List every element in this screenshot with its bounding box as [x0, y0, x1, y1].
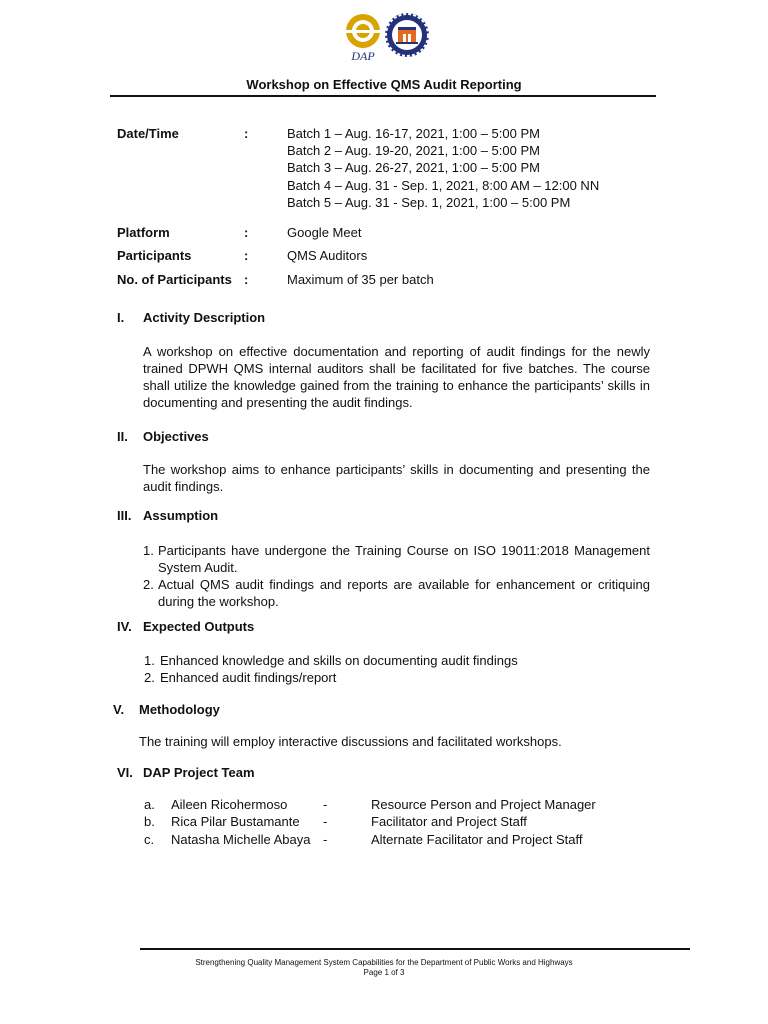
section-5-number: V.: [113, 702, 125, 717]
list-item-number: 2.: [143, 577, 154, 592]
team-item-letter: a.: [144, 797, 155, 812]
list-item: [144, 669, 652, 686]
dap-logo: [342, 11, 384, 63]
section-4-title: Expected Outputs: [143, 619, 255, 634]
section-5-title: Methodology: [139, 702, 220, 717]
section-3-title: Assumption: [143, 508, 219, 523]
datetime-colon: :: [244, 126, 249, 141]
batch-4: Batch 4 – Aug. 31 - Sep. 1, 2021, 8:00 AM – 12:00 NN: [287, 178, 600, 193]
batch-1: Batch 1 – Aug. 16-17, 2021, 1:00 – 5:00 PM: [287, 126, 540, 141]
list-item: [143, 542, 650, 576]
section-6-title: DAP Project Team: [143, 765, 255, 780]
section-2-title: Objectives: [143, 429, 209, 444]
section-1-number: I.: [117, 310, 125, 325]
platform-colon: :: [244, 225, 249, 240]
list-item: [143, 576, 650, 610]
participants-colon: :: [244, 248, 249, 263]
num-participants-value: Maximum of 35 per batch: [287, 272, 434, 287]
section-3-number: III.: [117, 508, 132, 523]
batch-2: Batch 2 – Aug. 19-20, 2021, 1:00 – 5:00 PM: [287, 143, 540, 158]
list-item-text: Enhanced audit findings/report: [160, 670, 337, 685]
assumption-list: [143, 542, 650, 610]
team-dash: -: [323, 814, 328, 829]
dpwh-seal-icon: [384, 12, 430, 58]
title-divider: [110, 95, 656, 97]
list-item-text: Actual QMS audit findings and reports are available for enhancement or critiquing during the workshop.: [158, 577, 650, 609]
list-item-number: 2.: [144, 670, 155, 685]
participants-label: Participants: [117, 248, 192, 263]
team-dash: -: [323, 832, 328, 847]
document-title: Workshop on Effective QMS Audit Reporting: [246, 77, 522, 92]
activity-description-paragraph: A workshop on effective documentation and reporting of audit findings for the newly trained DPWH QMS internal auditors shall be facilitated for five batches. The course shall utilize the knowledge gained from the training to enhance the participants’ skills in documenting and presenting the audit findings.: [143, 344, 650, 410]
team-item-letter: b.: [144, 814, 155, 829]
methodology-paragraph: The training will employ interactive discussions and facilitated workshops.: [139, 734, 562, 749]
footer-divider: [140, 948, 690, 950]
num-participants-label: No. of Participants: [117, 272, 232, 287]
participants-value: QMS Auditors: [287, 248, 368, 263]
list-item-text: Enhanced knowledge and skills on documenting audit findings: [160, 653, 518, 668]
team-member-name: Natasha Michelle Abaya: [171, 832, 311, 847]
list-item-text: Participants have undergone the Training Course on ISO 19011:2018 Management System Audit.: [158, 543, 650, 575]
team-member-name: Rica Pilar Bustamante: [171, 814, 300, 829]
team-item-letter: c.: [144, 832, 155, 847]
expected-outputs-list: [144, 652, 652, 686]
team-dash: -: [323, 797, 328, 812]
team-member-role: Facilitator and Project Staff: [371, 814, 527, 829]
page-number: Page 1 of 3: [363, 968, 405, 977]
objectives-paragraph: The workshop aims to enhance participants’ skills in documenting and presenting the audit findings.: [143, 462, 650, 494]
batch-3: Batch 3 – Aug. 26-27, 2021, 1:00 – 5:00 PM: [287, 160, 540, 175]
team-member-role: Resource Person and Project Manager: [371, 797, 596, 812]
platform-label: Platform: [117, 225, 170, 240]
section-4-number: IV.: [117, 619, 132, 634]
list-item-number: 1.: [144, 653, 155, 668]
dap-logo-text: DAP: [351, 49, 375, 63]
section-1-title: Activity Description: [143, 310, 266, 325]
footer-project-name: Strengthening Quality Management System Capabilities for the Department of Public Works and Highways: [195, 958, 573, 967]
list-item-number: 1.: [143, 543, 154, 558]
datetime-label: Date/Time: [117, 126, 179, 141]
team-member-role: Alternate Facilitator and Project Staff: [371, 832, 583, 847]
num-participants-colon: :: [244, 272, 249, 287]
section-2-number: II.: [117, 429, 128, 444]
team-member-name: Aileen Ricohermoso: [171, 797, 288, 812]
platform-value: Google Meet: [287, 225, 362, 240]
list-item: [144, 652, 652, 669]
batch-5: Batch 5 – Aug. 31 - Sep. 1, 2021, 1:00 – 5:00 PM: [287, 195, 571, 210]
section-6-number: VI.: [117, 765, 133, 780]
